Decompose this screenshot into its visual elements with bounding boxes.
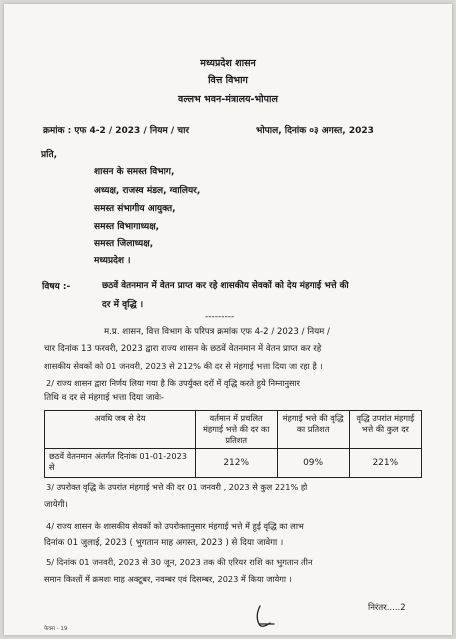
document-page [4,4,452,635]
paragraph-3-line: 3/ उपरोक्त वृद्धि के उपरांत मंहगाई भत्ते की दर 01 जनवरी , 2023 से कुल 221% हो [46,482,308,492]
reference-number: क्रमांक : एफ 4-2 / 2023 / नियम / चार [43,126,190,136]
table-cell-increase: 09% [277,449,349,478]
table-row [45,449,422,478]
table-header-cell: मंहगाई भत्ते की वृद्धि का प्रतिशत [277,411,349,449]
table-header-cell: वर्तमान में प्रचलित मंहगाई भत्ते की दर का प्रतिशत [195,411,277,449]
place-date: भोपाल, दिनांक ०३ अगस्त, 2023 [256,126,374,136]
da-rate-table [44,410,422,478]
paragraph-1-line: शासकीय सेवकों को 01 जनवरी, 2023 से 212% की दर से मंहगाई भत्ता दिया जा रहा है । [44,361,323,371]
to-label: प्रति, [41,150,58,160]
recipient-line: मध्यप्रदेश । [94,256,131,266]
subject-line: छठवें वेतनमान में वेतन प्राप्त कर रहे शासकीय सेवकों को देय मंहगाई भत्ते की [102,281,349,291]
address-header: वल्लभ भवन-मंत्रालय-भोपाल [178,94,278,105]
paragraph-4-line: 4/ राज्य शासन के शासकीय सेवकों को उपरोक्तानुसार मंहगाई भत्ते में हुई वृद्धि का लाभ [46,521,304,531]
table-header-row [45,411,422,449]
paragraph-5-line: समान किश्तों में क्रमशः माह अक्टूबर, नवम्बर एवं दिसम्बर, 2023 में किया जायेगा । [44,574,292,584]
separator: --------- [205,312,235,322]
department-header: वित्त विभाग [208,75,248,86]
paragraph-3-line: जायेगी। [44,500,68,510]
paragraph-2-line: तिथि व दर से मंहगाई भत्ता दिया जावेः- [44,393,165,403]
subject-line: दर में वृद्धि । [102,300,144,310]
signature-mark [248,604,278,630]
paragraph-1-line: म.प्र. शासन, वित्त विभाग के परिपत्र क्रमांक एफ 4-2 / 2023 / नियम / [104,327,330,337]
paragraph-1-line: चार दिनांक 13 फरवरी, 2023 द्वारा राज्य शासन के छठवें वेतनमान में वेतन प्राप्त कर रहे [44,344,322,354]
paragraph-5-line: 5/ दिनांक 01 जनवरी, 2023 से 30 जून, 2023 तक की एरियर राशि का भुगतान तीन [46,557,313,567]
table-cell-current: 212% [195,449,277,478]
table-cell-total: 221% [349,449,421,478]
recipient-line: समस्त विभागाध्यक्ष, [94,222,160,232]
paragraph-4-line: दिनांक 01 जुलाई, 2023 ( भुगतान माह अगस्त, 2023 ) से दिया जावेगा । [44,538,284,548]
continued-marker: निरंतर.....2 [368,603,406,613]
recipient-line: शासन के समस्त विभाग, [94,167,175,177]
paragraph-2-line: 2/ राज्य शासन द्वारा निर्णय लिया गया है कि उपर्युक्त दरों में वृद्धि करते हुये निम्नानुसार [46,378,300,388]
table-header-cell: वृद्धि उपरांत मंहगाई भत्ते की कुल दर [349,411,421,449]
recipient-line: समस्त संभागीय आयुक्त, [94,204,176,214]
subject-label: विषय :- [42,282,71,292]
table-cell-period: छठवें वेतनमान अंतर्गत दिनांक 01-01-2023 से [45,449,196,478]
govt-header: मध्यप्रदेश शासन [200,58,256,69]
footer-code: फेक्स - 19 [44,626,68,632]
recipient-line: समस्त जिलाध्यक्ष, [94,239,154,249]
recipient-line: अध्यक्ष, राजस्व मंडल, ग्वालियर, [94,186,201,196]
table-header-cell: अवधि जब से देय [45,411,196,449]
